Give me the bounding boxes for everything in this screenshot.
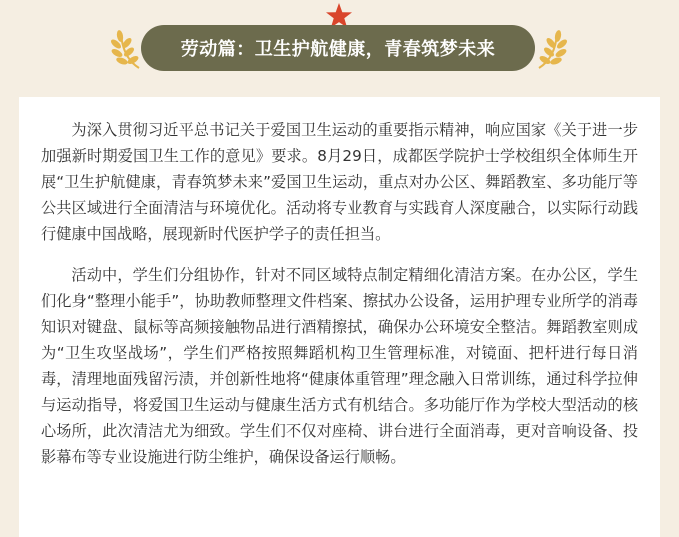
article-card [19, 97, 660, 537]
section-title: 劳动篇：卫生护航健康，青春筑梦未来 [180, 39, 496, 60]
wheat-laurel-icon [535, 28, 569, 70]
section-header [0, 0, 679, 100]
wheat-laurel-icon [109, 28, 143, 70]
section-title-banner [141, 25, 535, 71]
article-paragraph-2: 活动中，学生们分组协作，针对不同区域特点制定精细化清洁方案。在办公区，学生们化身“整理小能手”，协助教师整理文件档案、擦拭办公设备，运用护理专业所学的消毒知识对键盘、鼠标等高频接触物品进行酒精擦拭，确保办公环境安全整洁。舞蹈教室则成为“卫生攻坚战场”，学生们严格按照舞蹈机构卫生管理标准，对镜面、把杆进行每日消毒，清理地面残留污渍，并创新性地将“健康体重管理”理念融入日常训练，通过科学拉伸与运动指导，将爱国卫生运动与健康生活方式有机结合。多功能厅作为学校大型活动的核心场所，此次清洁尤为细致。学生们不仅对座椅、讲台进行全面消毒，更对音响设备、投影幕布等专业设施进行防尘维护，确保设备运行顺畅。 [41, 266, 638, 466]
article-paragraph-1: 为深入贯彻习近平总书记关于爱国卫生运动的重要指示精神，响应国家《关于进一步加强新时期爱国卫生工作的意见》要求。8月29日，成都医学院护士学校组织全体师生开展“卫生护航健康，青春筑梦未来”爱国卫生运动，重点对办公区、舞蹈教室、多功能厅等公共区域进行全面清洁与环境优化。活动将专业教育与实践育人深度融合，以实际行动践行健康中国战略，展现新时代医护学子的责任担当。 [41, 121, 638, 243]
